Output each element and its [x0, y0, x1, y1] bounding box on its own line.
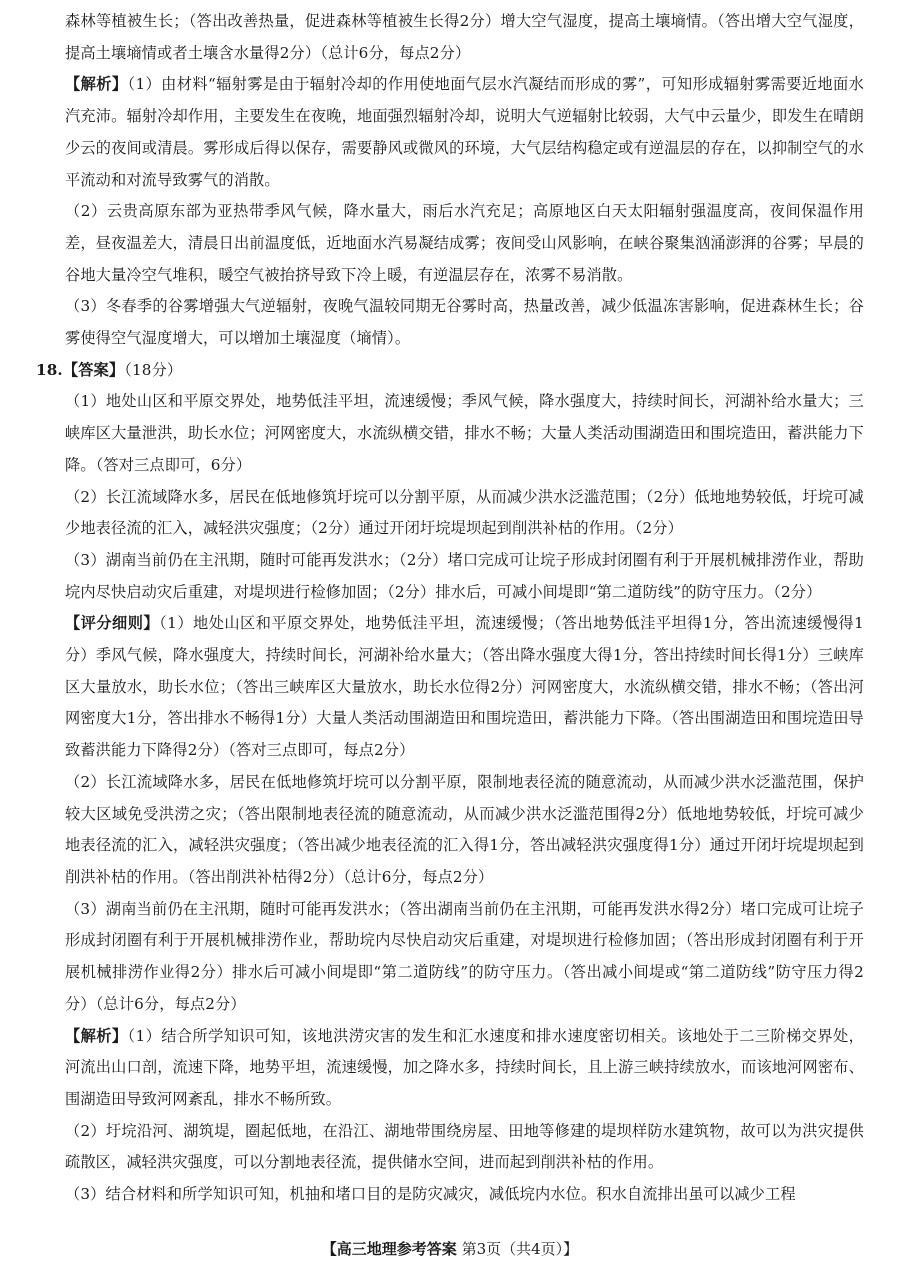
paragraph-text: （3）结合材料和所学知识可知，机抽和堵口目的是防灾减灾，减低垸内水位。积水自流排出虽可以减少工程: [65, 1185, 796, 1204]
paragraph-q18-analysis-2: [36, 1116, 864, 1179]
paragraph-text: （2）云贵高原东部为亚热带季风气候，降水量大，雨后水汽充足；高原地区白天太阳辐射强温度高，夜间保温作用差，昼夜温差大，清晨日出前温度低，近地面水汽易凝结成雾；夜间受山风影响，在峡谷聚集汹涌澎湃的谷雾；早晨的谷地大量冷空气堆积，暖空气被抬挤导致下冷上暖，有逆温层存在，浓雾不易消散。: [65, 202, 864, 284]
paragraph-head: 【解析】: [65, 75, 128, 94]
paragraph-text: （1）地处山区和平原交界处，地势低洼平坦，流速缓慢；季风气候，降水强度大，持续时间长，河湖补给水量大；三峡库区大量泄洪，助长水位；河网密度大，水流纵横交错，排水不畅；大量人类活动围湖造田和围垸造田，蓄洪能力下降。（答对三点即可，6分）: [65, 392, 864, 474]
paragraph-text: 森林等植被生长；（答出改善热量，促进森林等植被生长得2分）增大空气湿度，提高土壤墒情。（答出增大空气湿度，提高土壤墒情或者土壤含水量得2分）（总计6分，每点2分）: [65, 12, 864, 62]
page-footer: [0, 1238, 900, 1260]
paragraph-q17-analysis-2: [36, 196, 864, 291]
paragraph-q18-scoring-2: [36, 767, 864, 894]
paragraph-text: （2）长江流域降水多，居民在低地修筑圩垸可以分割平原，从而减少洪水泛滥范围；（2分）低地地势较低，圩垸可减少地表径流的汇入，减轻洪灾强度；（2分）通过开闭圩垸堤坝起到削洪补枯的作用。（2分）: [65, 487, 864, 538]
paragraph-q18-answer-3: [36, 545, 864, 608]
paragraph-q18-analysis-3: [36, 1179, 864, 1211]
paragraph-text: （1）地处山区和平原交界处，地势低洼平坦，流速缓慢；（答出地势低洼平坦得1分，答出流速缓慢得1分）季风气候，降水强度大，持续时间长，河湖补给水量大；（答出降水强度大得1分，答出持续时间长得1分）三峡库区大量放水，助长水位；（答出三峡库区大量放水，助长水位得2分）河网密度大，水流纵横交错，排水不畅；（答出河网密度大1分，答出排水不畅得1分）大量人类活动围湖造田和围垸造田，蓄洪能力下降。（答出围湖造田和围垸造田导致蓄洪能力下降得2分）（答对三点即可，每点2分）: [65, 614, 864, 760]
paragraph-head: 【解析】: [65, 1026, 128, 1045]
document-body: [36, 6, 864, 1211]
footer-title: 【高三地理参考答案: [321, 1240, 457, 1258]
paragraph-q17-analysis-3: [36, 291, 864, 354]
paragraph-q17-scoring-end: [36, 6, 864, 69]
paragraph-text: （2）长江流域降水多，居民在低地修筑圩垸可以分割平原，限制地表径流的随意流动，从而减少洪水泛滥范围，保护较大区域免受洪涝之灾；（答出限制地表径流的随意流动，从而减少洪水泛滥范围得2分）低地地势较低，圩垸可减少地表径流的汇入，减轻洪灾强度；（答出减少地表径流的汇入得1分，答出减轻洪灾强度得1分）通过开闭圩垸堤坝起到削洪补枯的作用。（答出削洪补枯得2分）（总计6分，每点2分）: [65, 772, 864, 886]
paragraph-text: （18分）: [124, 360, 183, 379]
paragraph-text: （3）冬春季的谷雾增强大气逆辐射，夜晚气温较同期无谷雾时高，热量改善，减少低温冻害影响，促进森林生长；谷雾使得空气湿度增大，可以增加土壤湿度（墒情）。: [65, 297, 864, 348]
paragraph-q18-analysis-1: [36, 1021, 864, 1116]
paragraph-head: 18.【答案】: [36, 360, 125, 379]
paragraph-text: （2）圩垸沿河、湖筑堤，圈起低地，在沿江、湖地带围绕房屋、田地等修建的堤坝样防水建筑物，故可以为洪灾提供疏散区，减轻洪灾强度，可以分割地表径流，提供储水空间，进而起到削洪补枯的作用。: [65, 1121, 864, 1172]
paragraph-q18-answer-1: [36, 386, 864, 481]
paragraph-text: （3）湖南当前仍在主汛期，随时可能再发洪水；（答出湖南当前仍在主汛期，可能再发洪水得2分）堵口完成可让垸子形成封闭圈有利于开展机械排涝作业，帮助垸内尽快启动灾后重建，对堤坝进行检修加固；（答出形成封闭圈有利于开展机械排涝作业得2分）排水后可减小间堤即“第二道防线”的防守压力。（答出减小间堤或“第二道防线”防守压力得2分）（总计6分，每点2分）: [65, 899, 864, 1013]
question-18-heading: [36, 355, 864, 387]
paragraph-q18-scoring-3: [36, 894, 864, 1021]
paragraph-text: （1）结合所学知识可知，该地洪涝灾害的发生和汇水速度和排水速度密切相关。该地处于二三阶梯交界处，河流出山口剖，流速下降，地势平坦，流速缓慢，加之降水多，持续时间长，且上游三峡持续放水，而该地河网密布、围湖造田导致河网紊乱，排水不畅所致。: [65, 1026, 864, 1108]
footer-page-number: 第3页（共4页）】: [461, 1240, 579, 1258]
paragraph-head: 【评分细则】: [65, 614, 160, 633]
paragraph-text: （3）湖南当前仍在主汛期，随时可能再发洪水；（2分）堵口完成可让垸子形成封闭圈有利于开展机械排涝作业，帮助垸内尽快启动灾后重建，对堤坝进行检修加固；（2分）排水后，可减小间堤即“第二道防线”的防守压力。（2分）: [65, 550, 864, 601]
paragraph-q17-analysis-1: [36, 69, 864, 196]
paragraph-text: （1）由材料“辐射雾是由于辐射冷却的作用使地面气层水汽凝结而形成的雾”，可知形成辐射雾需要近地面水汽充沛。辐射冷却作用，主要发生在夜晚，地面强烈辐射冷却，说明大气逆辐射比较弱，大气中云量少，即发生在晴朗少云的夜间或清晨。雾形成后得以保存，需要静风或微风的环境，大气层结构稳定或有逆温层的存在，以抑制空气的水平流动和对流导致雾气的消散。: [65, 75, 864, 189]
paragraph-q18-scoring-1: [36, 608, 864, 767]
paragraph-q18-answer-2: [36, 482, 864, 545]
